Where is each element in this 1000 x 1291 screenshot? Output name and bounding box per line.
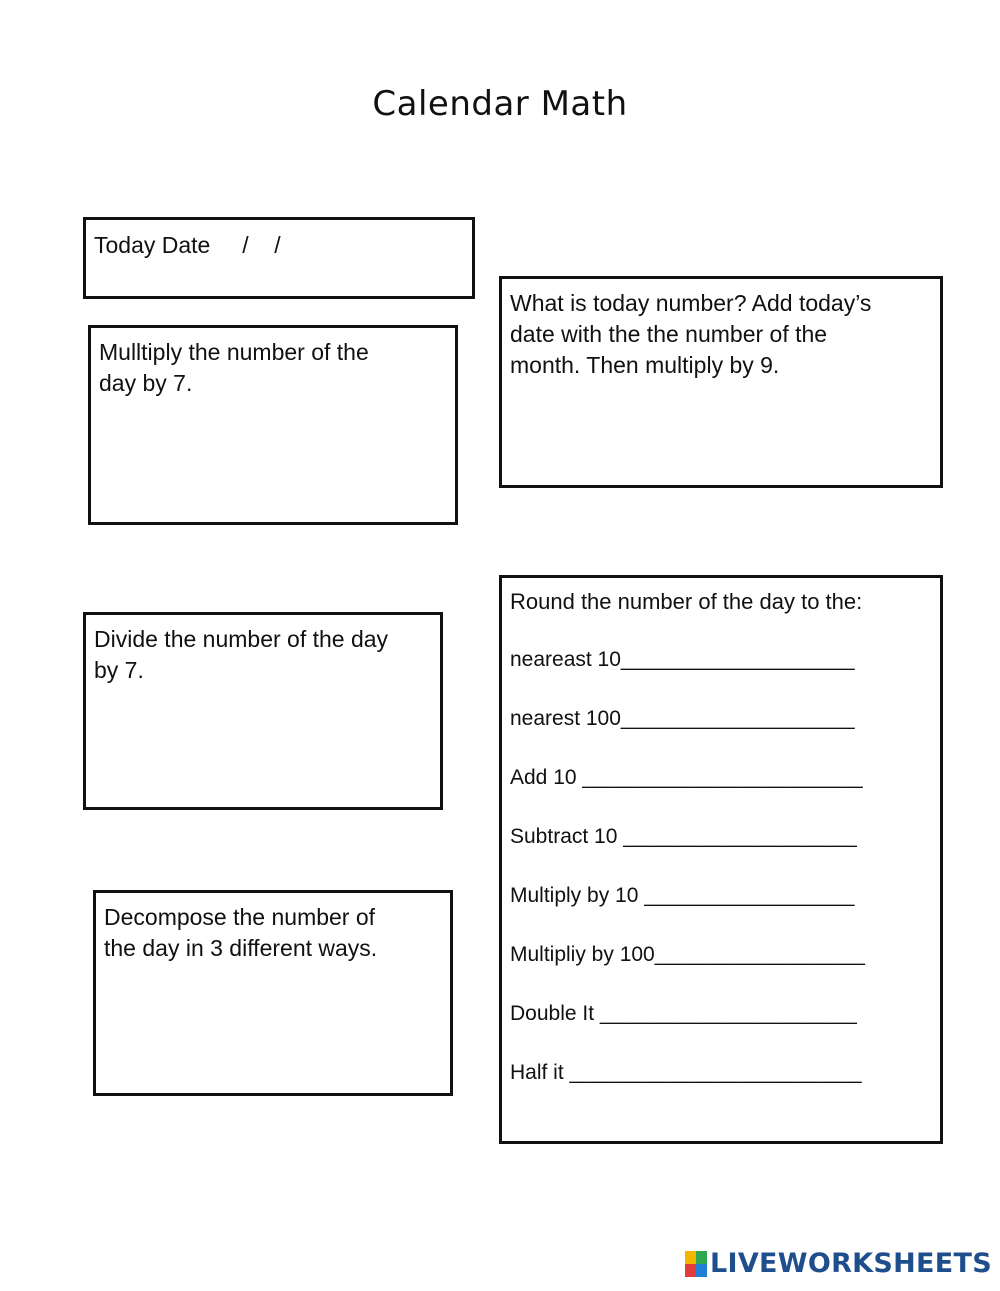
multiply-by-100-field[interactable]: Multipliy by 100__________________ xyxy=(510,943,865,966)
divide-by-7-prompt: Divide the number of the day by 7. xyxy=(94,626,389,683)
liveworksheets-logo-icon xyxy=(685,1251,707,1277)
double-it-field[interactable]: Double It ______________________ xyxy=(510,1002,857,1025)
logo-block-blue xyxy=(696,1264,707,1277)
logo-block-yellow xyxy=(685,1251,696,1264)
divide-by-7-box[interactable] xyxy=(83,612,443,810)
multiply-by-7-prompt: Mulltiply the number of the day by 7. xyxy=(99,339,369,396)
round-heading: Round the number of the day to the: xyxy=(510,589,863,614)
decompose-prompt: Decompose the number of the day in 3 different ways. xyxy=(104,904,378,961)
add-10-field[interactable]: Add 10 ________________________ xyxy=(510,766,863,789)
round-number-box xyxy=(499,575,943,1144)
today-date-box[interactable] xyxy=(83,217,475,299)
multiply-by-10-field[interactable]: Multiply by 10 __________________ xyxy=(510,884,855,907)
today-number-prompt: What is today number? Add today’s date with the the number of the month. Then multiply by 9. xyxy=(510,290,872,378)
today-number-box[interactable] xyxy=(499,276,943,488)
half-it-field[interactable]: Half it _________________________ xyxy=(510,1061,862,1084)
liveworksheets-logo-text: LIVEWORKSHEETS xyxy=(709,1248,992,1279)
subtract-10-field[interactable]: Subtract 10 ____________________ xyxy=(510,825,857,848)
liveworksheets-logo xyxy=(685,1248,992,1279)
round-nearest-10-field[interactable]: neareast 10____________________ xyxy=(510,648,855,671)
today-date-label: Today Date / / xyxy=(94,232,281,258)
logo-block-red xyxy=(685,1264,696,1277)
round-list xyxy=(502,646,940,1087)
decompose-box[interactable] xyxy=(93,890,453,1096)
logo-block-green xyxy=(696,1251,707,1264)
multiply-by-7-box[interactable] xyxy=(88,325,458,525)
page-title: Calendar Math xyxy=(372,84,628,124)
round-nearest-100-field[interactable]: nearest 100____________________ xyxy=(510,707,855,730)
